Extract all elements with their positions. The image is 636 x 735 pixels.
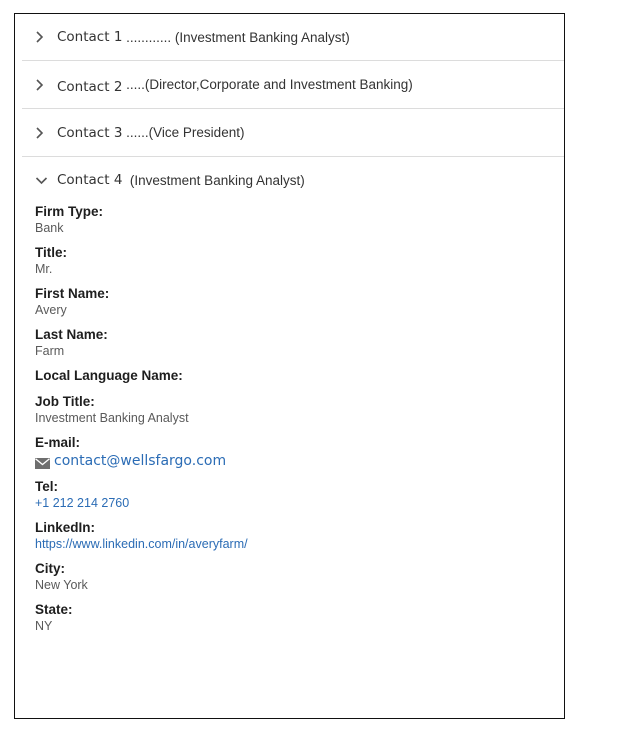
field-value: Mr. <box>35 262 53 276</box>
email-link[interactable]: contact@wellsfargo.com <box>54 453 227 469</box>
field-value: New York <box>35 578 88 592</box>
contact-1-header[interactable] <box>22 14 564 61</box>
field-label: LinkedIn: <box>35 520 95 535</box>
field-state <box>35 601 564 635</box>
contact-name: Contact 3 <box>57 124 123 141</box>
contact-subtitle: ............ (Investment Banking Analyst) <box>122 29 350 45</box>
chevron-right-icon <box>35 30 49 44</box>
field-label: E-mail: <box>35 435 81 450</box>
field-label: Tel: <box>35 479 58 494</box>
field-label: Last Name: <box>35 327 108 342</box>
linkedin-link[interactable]: https://www.linkedin.com/in/averyfarm/ <box>35 537 248 551</box>
contacts-panel <box>14 13 565 719</box>
field-title <box>35 244 564 278</box>
contact-3-header[interactable] <box>22 109 564 157</box>
field-last-name <box>35 326 564 360</box>
field-tel <box>35 478 564 512</box>
field-label: Job Title: <box>35 394 95 409</box>
field-value: Investment Banking Analyst <box>35 411 189 425</box>
field-value: Bank <box>35 221 64 235</box>
contact-name: Contact 4 <box>57 172 123 188</box>
contact-subtitle: .....(Director,Corporate and Investment Banking) <box>122 77 413 92</box>
field-linkedin <box>35 519 564 553</box>
contact-2-header[interactable] <box>22 61 564 109</box>
field-label: First Name: <box>35 286 110 301</box>
field-local-language-name <box>35 367 564 384</box>
contact-4-details <box>22 203 564 635</box>
field-email <box>35 434 564 471</box>
contact-subtitle: ......(Vice President) <box>122 125 245 140</box>
contact-4-header[interactable] <box>22 157 564 203</box>
chevron-right-icon <box>35 126 49 140</box>
contact-name: Contact 2 <box>57 78 123 95</box>
field-label: Title: <box>35 245 68 260</box>
field-first-name <box>35 285 564 319</box>
field-label: City: <box>35 561 65 576</box>
chevron-right-icon <box>35 78 49 92</box>
field-job-title <box>35 393 564 427</box>
field-value: Farm <box>35 344 65 358</box>
field-label: State: <box>35 602 73 617</box>
field-firm-type <box>35 203 564 237</box>
field-label: Firm Type: <box>35 204 104 219</box>
chevron-down-icon <box>35 176 49 185</box>
tel-link[interactable]: +1 212 214 2760 <box>35 496 130 510</box>
field-label: Local Language Name: <box>35 368 183 383</box>
field-city <box>35 560 564 594</box>
field-value: Avery <box>35 303 67 317</box>
mail-icon <box>35 456 50 467</box>
field-value: NY <box>35 619 53 633</box>
contact-subtitle: (Investment Banking Analyst) <box>122 172 305 188</box>
contact-name: Contact 1 <box>57 29 123 45</box>
